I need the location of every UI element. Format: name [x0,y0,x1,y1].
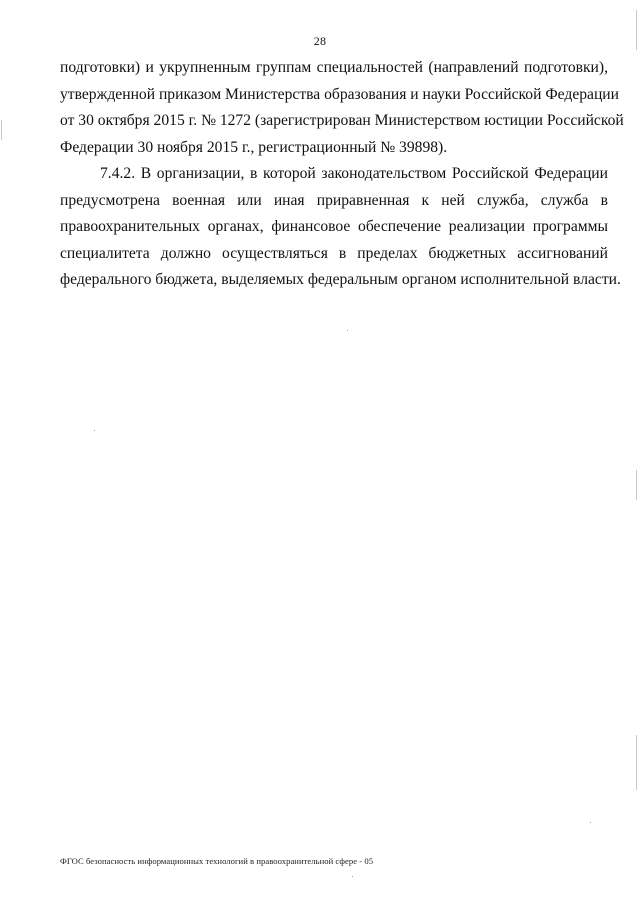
text-line: федерального бюджета, выделяемых федеральным органом исполнительной власти. [60,271,621,288]
text-line: утвержденной приказом Министерства образования и науки Российской Федерации [60,85,619,103]
text-line: 7.4.2. В организации, в которой законодательством Российской Федерации [100,165,608,182]
scan-edge-mark [1,120,2,140]
document-footer: ФГОС безопасность информационных технологий в правоохранительной сфере - 05 [60,856,374,866]
text-line: от 30 октября 2015 г. № 1272 (зарегистрирован Министерством юстиции Российской [60,112,624,129]
text-line: предусмотрена военная или иная приравненная к ней служба, служба в [60,191,608,209]
text-line: правоохранительных органах, финансовое обеспечение реализации программы [60,218,608,235]
text-line: специалитета должно осуществляться в пределах бюджетных ассигнований [60,244,608,262]
scan-edge-mark [636,735,637,790]
scan-speck [94,430,95,431]
text-line: Федерации 30 ноября 2015 г., регистрационный № 39898). [60,138,448,156]
text-line: подготовки) и укрупненным группам специальностей (направлений подготовки), [60,59,608,76]
paragraph-continuation [60,55,624,161]
scan-edge-mark [636,10,637,50]
document-body [60,55,624,294]
scan-speck [347,330,348,331]
page-number: 28 [313,34,327,48]
scan-edge-mark [636,470,637,500]
scan-speck [352,876,353,877]
paragraph-7-4-2 [60,161,621,294]
scan-speck [590,822,591,823]
